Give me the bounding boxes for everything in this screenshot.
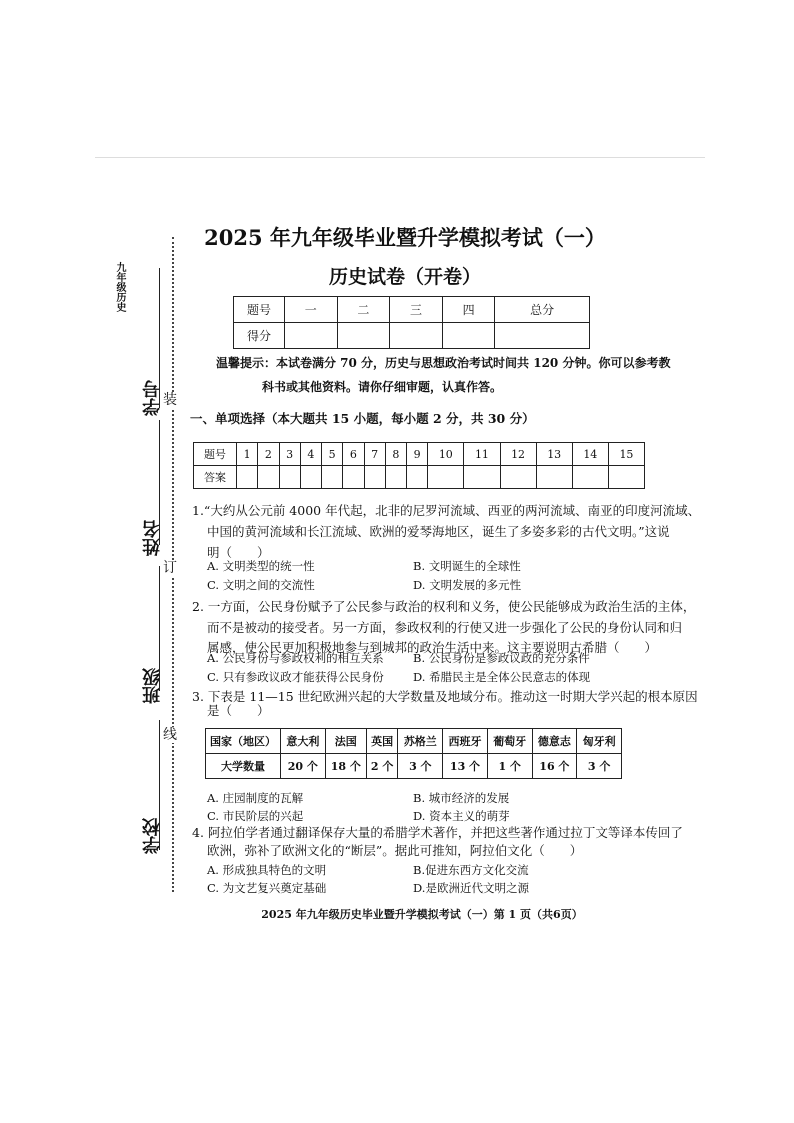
score-cell: 题号 [234, 297, 285, 323]
question-3-option-d[interactable]: D. 资本主义的萌芽 [413, 809, 510, 823]
score-cell: 总分 [495, 297, 590, 323]
answer-input-cell[interactable] [279, 466, 300, 489]
exam-subtitle: 历史试卷（开卷） [328, 266, 481, 288]
question-4-option-d[interactable]: D.是欧洲近代文明之源 [413, 881, 529, 895]
university-value-cell: 大学数量 [206, 754, 281, 779]
question-4-line-1: 4. 阿拉伯学者通过翻译保存大量的希腊学术著作，并把这些著作通过拉丁文等译本传回了 [192, 825, 683, 840]
class-label: 班级 [142, 668, 163, 704]
question-1-option-d[interactable]: D. 文明发展的多元性 [413, 578, 522, 592]
name-blank[interactable] [159, 420, 160, 545]
university-value-cell: 16 个 [532, 754, 577, 779]
question-4-option-b[interactable]: B.促进东西方文化交流 [413, 863, 529, 877]
question-3-line-2: 是（ ） [207, 703, 270, 718]
question-2-option-c[interactable]: C. 只有参政议政才能获得公民身份 [207, 670, 384, 684]
answer-input-cell[interactable] [572, 466, 608, 489]
class-blank[interactable] [159, 566, 160, 691]
question-3-line-1: 3. 下表是 11—15 世纪欧洲兴起的大学数量及地域分布。推动这一时期大学兴起的根本原因 [192, 689, 698, 704]
score-input-cell[interactable] [495, 323, 590, 349]
answer-input-cell[interactable] [464, 466, 500, 489]
university-table [205, 728, 622, 779]
university-value-cell: 3 个 [398, 754, 443, 779]
question-1-option-c[interactable]: C. 文明之间的交流性 [207, 578, 315, 592]
answer-number-cell: 9 [407, 443, 428, 466]
question-1-option-b[interactable]: B. 文明诞生的全球性 [413, 559, 521, 573]
answer-number-cell: 1 [237, 443, 258, 466]
question-1-line-3: 明（ ） [207, 545, 270, 560]
answer-number-cell: 11 [464, 443, 500, 466]
name-label: 姓名 [142, 520, 163, 556]
answer-number-cell: 12 [500, 443, 536, 466]
answer-input-cell[interactable] [258, 466, 279, 489]
student-id-blank[interactable] [159, 268, 160, 408]
question-1-option-a[interactable]: A. 文明类型的统一性 [207, 559, 315, 573]
answer-table-answer-row [194, 466, 645, 489]
exam-title: 2025 年九年级毕业暨升学模拟考试（一） [204, 225, 606, 250]
university-value-cell: 2 个 [366, 754, 398, 779]
answer-input-cell[interactable] [343, 466, 364, 489]
score-table-header-row [234, 297, 590, 323]
answer-table [193, 442, 645, 489]
university-header-cell: 国家（地区） [206, 729, 281, 754]
question-1-line-1: 1.“大约从公元前 4000 年代起，北非的尼罗河流域、西亚的两河流域、南亚的印度河流域、 [192, 503, 701, 518]
answer-input-cell[interactable] [322, 466, 343, 489]
tip-line-1: 温馨提示：本试卷满分 70 分，历史与思想政治考试时间共 120 分钟。你可以参考教 [216, 356, 671, 370]
question-4-option-c[interactable]: C. 为文艺复兴奠定基础 [207, 881, 327, 895]
answer-table-number-row [194, 443, 645, 466]
question-4-option-a[interactable]: A. 形成独具特色的文明 [207, 863, 327, 877]
score-cell: 二 [337, 297, 390, 323]
answer-input-cell[interactable] [536, 466, 572, 489]
answer-header-cell: 题号 [194, 443, 237, 466]
answer-input-cell[interactable] [364, 466, 385, 489]
answer-number-cell: 10 [428, 443, 464, 466]
university-header-cell: 西班牙 [443, 729, 488, 754]
answer-number-cell: 15 [608, 443, 644, 466]
score-cell: 一 [285, 297, 338, 323]
binding-word-zhuang: 装 [163, 392, 177, 408]
question-3-option-b[interactable]: B. 城市经济的发展 [413, 791, 510, 805]
university-header-cell: 英国 [366, 729, 398, 754]
score-table-score-row [234, 323, 590, 349]
answer-number-cell: 3 [279, 443, 300, 466]
score-input-cell[interactable] [337, 323, 390, 349]
university-table-header-row [206, 729, 622, 754]
answer-number-cell: 4 [300, 443, 321, 466]
answer-input-cell[interactable] [407, 466, 428, 489]
answer-number-cell: 13 [536, 443, 572, 466]
answer-number-cell: 7 [364, 443, 385, 466]
question-3-option-c[interactable]: C. 市民阶层的兴起 [207, 809, 304, 823]
score-input-cell[interactable] [442, 323, 495, 349]
university-value-cell: 13 个 [443, 754, 488, 779]
question-3-option-a[interactable]: A. 庄园制度的瓦解 [207, 791, 304, 805]
answer-input-cell[interactable] [300, 466, 321, 489]
answer-number-cell: 6 [343, 443, 364, 466]
school-blank[interactable] [159, 720, 160, 850]
university-value-cell: 20 个 [281, 754, 326, 779]
university-table-value-row [206, 754, 622, 779]
university-header-cell: 德意志 [532, 729, 577, 754]
question-2-option-b[interactable]: B. 公民身份是参政议政的充分条件 [413, 651, 590, 665]
score-input-cell[interactable] [390, 323, 443, 349]
student-id-label: 学号 [142, 380, 163, 416]
answer-input-cell[interactable] [237, 466, 258, 489]
answer-number-cell: 8 [385, 443, 406, 466]
score-cell: 得分 [234, 323, 285, 349]
question-2-option-a[interactable]: A. 公民身份与参政权利的相互关系 [207, 651, 384, 665]
university-value-cell: 3 个 [577, 754, 622, 779]
university-header-cell: 苏格兰 [398, 729, 443, 754]
tip-line-2: 科书或其他资料。请你仔细审题，认真作答。 [262, 380, 503, 394]
question-2-line-3: 属感，使公民更加积极地参与到城邦的政治生活中来。这主要说明古希腊（ ） [207, 640, 658, 655]
university-header-cell: 匈牙利 [577, 729, 622, 754]
answer-input-cell[interactable] [385, 466, 406, 489]
corner-label: 九年级历史 [114, 262, 125, 312]
school-label: 学校 [142, 818, 163, 854]
university-value-cell: 1 个 [487, 754, 532, 779]
page-footer: 2025 年九年级历史毕业暨升学模拟考试（一）第 1 页（共6页） [261, 908, 583, 921]
answer-number-cell: 2 [258, 443, 279, 466]
answer-input-cell[interactable] [428, 466, 464, 489]
answer-number-cell: 5 [322, 443, 343, 466]
university-header-cell: 葡萄牙 [487, 729, 532, 754]
question-2-line-2: 而不是被动的接受者。另一方面，参政权利的行使又进一步强化了公民的身份认同和归 [207, 620, 683, 635]
question-1-line-2: 中国的黄河流域和长江流域、欧洲的爱琴海地区，诞生了多姿多彩的古代文明。”这说 [207, 524, 670, 539]
question-4-line-2: 欧洲，弥补了欧洲文化的“断层”。据此可推知，阿拉伯文化（ ） [207, 843, 583, 858]
answer-input-cell[interactable] [608, 466, 644, 489]
score-cell: 四 [442, 297, 495, 323]
university-header-cell: 法国 [325, 729, 366, 754]
binding-word-xian: 线 [163, 727, 177, 743]
university-value-cell: 18 个 [325, 754, 366, 779]
score-table [233, 296, 590, 349]
section-1-heading: 一、单项选择（本大题共 15 小题，每小题 2 分，共 30 分） [190, 411, 535, 426]
question-2-line-1: 2. 一方面，公民身份赋予了公民参与政治的权利和义务，使公民能够成为政治生活的主体， [192, 599, 696, 614]
scan-edge-line [95, 157, 705, 158]
binding-word-ding: 订 [163, 560, 177, 576]
university-header-cell: 意大利 [281, 729, 326, 754]
answer-header-cell: 答案 [194, 466, 237, 489]
score-input-cell[interactable] [285, 323, 338, 349]
score-cell: 三 [390, 297, 443, 323]
answer-input-cell[interactable] [500, 466, 536, 489]
answer-number-cell: 14 [572, 443, 608, 466]
question-2-option-d[interactable]: D. 希腊民主是全体公民意志的体现 [413, 670, 591, 684]
